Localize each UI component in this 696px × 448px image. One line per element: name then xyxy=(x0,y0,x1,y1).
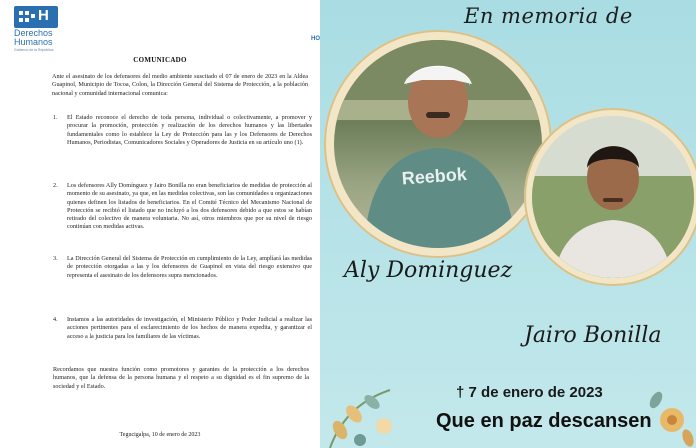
logo-letter: H xyxy=(38,7,49,24)
photo-aly-dominguez xyxy=(334,40,542,248)
photo-jairo-bonilla xyxy=(532,116,694,278)
item-text: La Dirección General del Sistema de Protección en cumplimiento de la Ley, amplíará las medidas de protección otorgadas a las y los defensores de Guapinol en vista del riesgo extensivo que representa el asesinato de los defensores supra mencionados. xyxy=(67,255,312,279)
flower-decoration-right-icon xyxy=(642,380,696,448)
memorial-date-text: 7 de enero de 2023 xyxy=(468,384,603,401)
jersey-logo-text: Reebok xyxy=(401,164,468,189)
memorial-heading: En memoria de xyxy=(464,4,633,28)
name-aly-dominguez: Aly Dominguez xyxy=(344,258,513,283)
logo-name-line2: Humanos xyxy=(14,37,53,47)
item-number: 1. xyxy=(53,114,58,121)
item-text: El Estado reconoce el derecho de toda persona, individual o colectivamente, a promover y procurar la promoción, protección y realización de los derechos humanos y las libertades fundamentales como lo establece la Ley de Protección para las y los Defensores de Derechos Humanos, Periodistas, Comunicadores Sociales y Operadores de Justicia en su artículo uno (1). xyxy=(67,114,312,146)
portrait-1-image xyxy=(334,40,542,248)
place-date: Tegucigalpa, 10 de enero de 2023 xyxy=(119,432,201,438)
memorial-panel xyxy=(320,0,696,448)
derechos-humanos-logo xyxy=(14,6,104,52)
logo-name xyxy=(14,29,53,47)
name-jairo-bonilla: Jairo Bonilla xyxy=(524,323,662,348)
logo-subtitle: Gobierno de la República xyxy=(14,48,54,52)
memorial-date xyxy=(456,384,603,401)
edge-logo-fragment: HO xyxy=(311,36,320,42)
cross-icon: † xyxy=(456,384,465,401)
logo-name-line1: Derechos xyxy=(14,28,53,38)
item-number: 2. xyxy=(53,182,58,189)
intro-paragraph: Ante el asesinato de los defensores del medio ambiente suscitado el 07 de enero de 2023 en la Aldea Guapinol, Municipio de Tocoa, Colon, la Dirección General del Sistema de Protección, a la población nacional y comunidad internacional comunica: xyxy=(52,73,308,97)
logo-mark-icon xyxy=(14,6,58,28)
document-title: COMUNICADO xyxy=(133,56,187,64)
closing-paragraph: Recordamos que nuestra función como promotores y garantes de la protección a los derechos humanos, que la defensa de la persona humana y el respeto a su dignidad es el fin supremo de la sociedad y el Estado. xyxy=(53,366,309,390)
memorial-message: Que en paz descansen xyxy=(436,410,652,432)
item-text: Instamos a las autoridades de investigación, el Ministerio Público y Poder Judicial a realizar las acciones pertinentes para el esclarecimiento de los hechos de manera expedita, y garantizar el acceso a la justicia para los familiares de las víctimas. xyxy=(67,316,312,340)
item-text: Los defensores Ally Domínguez y Jairo Bonilla no eran beneficiarios de medidas de protección al momento de su asesinato, ya que, en las medidas colectivas, son las comunidades u organizaciones quienes definen los listados de beneficiarios. En el Comité Técnico del Mecanismo Nacional de Protección se recibió el listado que no incluyó a los dos defensores debido a que estos se habían retirado del colectivo de manera voluntaria. No así, otros miembros que por su nivel de riesgo continúan con medidas activas. xyxy=(67,182,312,231)
portrait-2-image xyxy=(532,116,694,278)
flower-decoration-left-icon xyxy=(320,360,410,448)
item-number: 4. xyxy=(53,316,58,323)
item-number: 3. xyxy=(53,255,58,262)
communique-panel xyxy=(0,0,320,448)
